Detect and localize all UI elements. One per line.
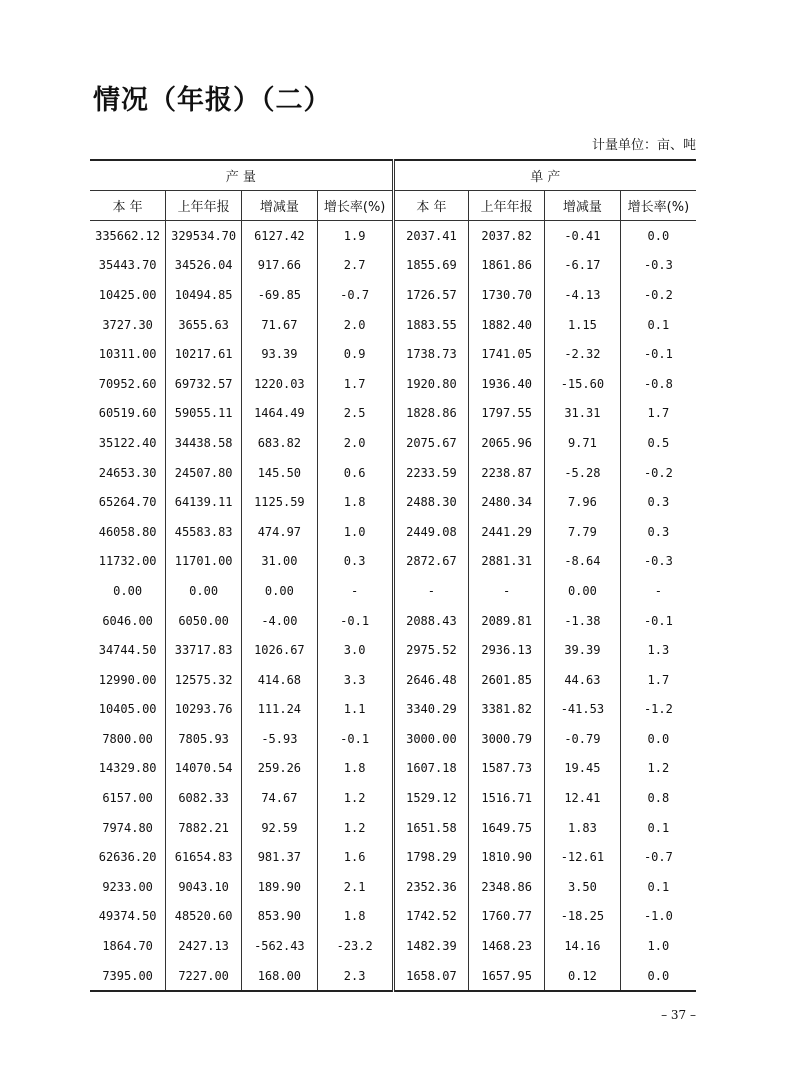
page-number: – 37 – [661, 1008, 696, 1022]
table-cell: 2089.81 [469, 606, 545, 636]
table-cell: 3.3 [317, 665, 393, 695]
table-cell: 49374.50 [98, 909, 157, 924]
table-cell: 145.50 [242, 458, 318, 488]
table-cell: 917.66 [242, 251, 318, 281]
unit-note: 计量单位：亩、吨 [591, 138, 696, 153]
table-cell: 414.68 [242, 665, 318, 695]
group-header-yield: 单 产 [393, 160, 696, 191]
table-cell: 93.39 [242, 339, 318, 369]
table-row [90, 428, 696, 458]
table-row [90, 221, 696, 251]
table-cell: -2.32 [545, 339, 621, 369]
table-cell: 0.1 [620, 813, 696, 843]
table-cell: 0.3 [620, 487, 696, 517]
table-cell: 7882.21 [166, 813, 242, 843]
table-cell: 2075.67 [393, 428, 469, 458]
table-cell: 12990.00 [98, 672, 157, 687]
table-cell: 1464.49 [242, 399, 318, 429]
table-cell: 189.90 [242, 872, 318, 902]
table-cell: 2975.52 [393, 635, 469, 665]
table-cell: -0.41 [545, 221, 621, 251]
table-cell: -0.79 [545, 724, 621, 754]
table-cell: 1.7 [317, 369, 393, 399]
table-row [90, 487, 696, 517]
table-cell: 1.8 [317, 487, 393, 517]
table-cell: 3.50 [545, 872, 621, 902]
table-cell: 74.67 [242, 783, 318, 813]
table-cell: 1657.95 [469, 961, 545, 992]
table-row [90, 251, 696, 281]
table-cell: 6050.00 [166, 606, 242, 636]
table-cell: 2233.59 [393, 458, 469, 488]
table-cell: -1.0 [620, 902, 696, 932]
group-header-row [90, 160, 696, 191]
table-cell: 1726.57 [393, 280, 469, 310]
table-cell: 70952.60 [98, 376, 157, 391]
table-cell: 2.0 [317, 310, 393, 340]
table-row [90, 576, 696, 606]
table-cell: 1742.52 [393, 902, 469, 932]
table-cell: 2441.29 [469, 517, 545, 547]
table-cell: 1855.69 [393, 251, 469, 281]
table-cell: 853.90 [242, 902, 318, 932]
table-cell: 329534.70 [166, 221, 242, 251]
table-cell: 1730.70 [469, 280, 545, 310]
table-cell: 1920.80 [393, 369, 469, 399]
table-cell: 1798.29 [393, 842, 469, 872]
table-cell: 0.3 [620, 517, 696, 547]
table-cell: 2.3 [317, 961, 393, 992]
table-row [90, 783, 696, 813]
table-cell: 0.00 [242, 576, 318, 606]
table-cell: 1.6 [317, 842, 393, 872]
table-row [90, 842, 696, 872]
table-cell: 35122.40 [98, 435, 157, 450]
table-cell: 48520.60 [166, 902, 242, 932]
table-cell: 9.71 [545, 428, 621, 458]
table-cell: 46058.80 [98, 524, 157, 539]
table-cell: 6082.33 [166, 783, 242, 813]
table-cell: 0.0 [620, 724, 696, 754]
table-body [90, 221, 696, 992]
column-header: 上年年报 [469, 191, 545, 221]
table-cell: 9233.00 [102, 879, 153, 894]
table-cell: 12575.32 [166, 665, 242, 695]
statistics-table [90, 159, 696, 992]
table-cell: 92.59 [242, 813, 318, 843]
table-cell: 1651.58 [393, 813, 469, 843]
table-cell: 14070.54 [166, 754, 242, 784]
table-cell: 60519.60 [98, 406, 157, 421]
table-cell: 0.3 [317, 547, 393, 577]
table-cell: 10405.00 [98, 702, 157, 717]
table-cell: 7.79 [545, 517, 621, 547]
table-cell: -23.2 [317, 931, 393, 961]
table-cell: -4.13 [545, 280, 621, 310]
table-cell: 1.2 [317, 813, 393, 843]
table-row [90, 695, 696, 725]
table-cell: 2480.34 [469, 487, 545, 517]
table-cell: -1.2 [620, 695, 696, 725]
table-cell: 65264.70 [98, 495, 157, 510]
table-cell: -8.64 [545, 547, 621, 577]
table-cell: 2.0 [317, 428, 393, 458]
table-cell: 2088.43 [393, 606, 469, 636]
table-cell: 19.45 [545, 754, 621, 784]
table-cell: 14329.80 [98, 761, 157, 776]
table-row [90, 813, 696, 843]
table-cell: 1.2 [620, 754, 696, 784]
table-cell: -0.3 [620, 251, 696, 281]
table-cell: 1.9 [317, 221, 393, 251]
table-cell: 2936.13 [469, 635, 545, 665]
table-row [90, 339, 696, 369]
table-cell: 3727.30 [102, 317, 153, 332]
table-cell: 1.3 [620, 635, 696, 665]
table-cell: 6127.42 [242, 221, 318, 251]
table-cell: 2881.31 [469, 547, 545, 577]
table-cell: 0.00 [166, 576, 242, 606]
table-cell: 64139.11 [166, 487, 242, 517]
table-cell: -5.28 [545, 458, 621, 488]
table-cell: 1587.73 [469, 754, 545, 784]
table-cell: 1936.40 [469, 369, 545, 399]
table-cell: 1.0 [317, 517, 393, 547]
table-cell: -0.2 [620, 280, 696, 310]
table-cell: 474.97 [242, 517, 318, 547]
table-cell: 10217.61 [166, 339, 242, 369]
column-header-row [90, 191, 696, 221]
table-cell: -0.1 [317, 724, 393, 754]
column-header: 增长率(%) [317, 191, 393, 221]
table-cell: 1468.23 [469, 931, 545, 961]
table-cell: 1649.75 [469, 813, 545, 843]
table-cell: 7805.93 [166, 724, 242, 754]
table-cell: 7974.80 [102, 820, 153, 835]
table-cell: 2238.87 [469, 458, 545, 488]
table-cell: 34438.58 [166, 428, 242, 458]
table-cell: 0.00 [545, 576, 621, 606]
table-cell: 1810.90 [469, 842, 545, 872]
table-cell: 31.31 [545, 399, 621, 429]
table-cell: 10311.00 [98, 347, 157, 362]
table-row [90, 902, 696, 932]
table-cell: 1607.18 [393, 754, 469, 784]
table-cell: 1.7 [620, 399, 696, 429]
table-cell: 34744.50 [98, 643, 157, 658]
table-cell: 9043.10 [166, 872, 242, 902]
table-row [90, 665, 696, 695]
table-cell: 0.9 [317, 339, 393, 369]
table-cell: 2427.13 [166, 931, 242, 961]
table-cell: 1516.71 [469, 783, 545, 813]
table-cell: - [393, 576, 469, 606]
table-cell: 10425.00 [98, 287, 157, 302]
table-row [90, 754, 696, 784]
table-cell: -15.60 [545, 369, 621, 399]
column-header: 本 年 [393, 191, 469, 221]
table-cell: -69.85 [242, 280, 318, 310]
table-cell: 0.5 [620, 428, 696, 458]
table-cell: 3000.00 [393, 724, 469, 754]
table-row [90, 606, 696, 636]
table-cell: 12.41 [545, 783, 621, 813]
table-cell: -0.7 [620, 842, 696, 872]
table-cell: 3340.29 [393, 695, 469, 725]
table-cell: -4.00 [242, 606, 318, 636]
table-cell: 3000.79 [469, 724, 545, 754]
table-cell: 1.15 [545, 310, 621, 340]
table-cell: 1882.40 [469, 310, 545, 340]
table-cell: 259.26 [242, 754, 318, 784]
table-cell: 981.37 [242, 842, 318, 872]
table-cell: -0.3 [620, 547, 696, 577]
table-cell: 0.1 [620, 310, 696, 340]
table-cell: 61654.83 [166, 842, 242, 872]
table-row [90, 961, 696, 992]
table-cell: -562.43 [242, 931, 318, 961]
table-cell: 1.8 [317, 754, 393, 784]
table-cell: 35443.70 [98, 258, 157, 273]
column-header: 增减量 [242, 191, 318, 221]
table-cell: -0.2 [620, 458, 696, 488]
table-cell: 1883.55 [393, 310, 469, 340]
table-row [90, 724, 696, 754]
table-cell: 31.00 [242, 547, 318, 577]
column-header: 增减量 [545, 191, 621, 221]
table-cell: 45583.83 [166, 517, 242, 547]
table-cell: 3655.63 [166, 310, 242, 340]
table-cell: 0.1 [620, 872, 696, 902]
table-cell: - [317, 576, 393, 606]
table-cell: 10494.85 [166, 280, 242, 310]
table-cell: 2352.36 [393, 872, 469, 902]
table-cell: 2646.48 [393, 665, 469, 695]
table-cell: -18.25 [545, 902, 621, 932]
table-cell: 1760.77 [469, 902, 545, 932]
table-cell: 2348.86 [469, 872, 545, 902]
table-cell: 1482.39 [393, 931, 469, 961]
table-cell: 59055.11 [166, 399, 242, 429]
table-row [90, 517, 696, 547]
table-cell: 7395.00 [102, 968, 153, 983]
table-cell: 168.00 [242, 961, 318, 992]
table-cell: 6046.00 [102, 613, 153, 628]
column-header: 上年年报 [166, 191, 242, 221]
table-cell: 3381.82 [469, 695, 545, 725]
column-header: 增长率(%) [620, 191, 696, 221]
table-row [90, 458, 696, 488]
table-row [90, 931, 696, 961]
table-cell: 69732.57 [166, 369, 242, 399]
table-cell: 39.39 [545, 635, 621, 665]
table-cell: 11732.00 [98, 554, 157, 569]
table-cell: 1026.67 [242, 635, 318, 665]
table-row [90, 310, 696, 340]
table-cell: -12.61 [545, 842, 621, 872]
table-cell: 6157.00 [102, 791, 153, 806]
table-cell: 1797.55 [469, 399, 545, 429]
table-cell: -0.8 [620, 369, 696, 399]
table-cell: 2488.30 [393, 487, 469, 517]
table-row [90, 369, 696, 399]
table-cell: 2037.41 [393, 221, 469, 251]
table-cell: 0.0 [620, 961, 696, 992]
table-cell: 11701.00 [166, 547, 242, 577]
table-cell: 24507.80 [166, 458, 242, 488]
table-cell: 1861.86 [469, 251, 545, 281]
table-cell: 44.63 [545, 665, 621, 695]
table-cell: 0.0 [620, 221, 696, 251]
group-header-production: 产 量 [90, 160, 393, 191]
table-cell: 3.0 [317, 635, 393, 665]
table-row [90, 399, 696, 429]
table-cell: 1.8 [317, 902, 393, 932]
table-cell: 2.7 [317, 251, 393, 281]
page-title: 情况（年报）（二） [93, 85, 332, 116]
table-cell: 71.67 [242, 310, 318, 340]
table-cell: 7800.00 [102, 731, 153, 746]
table-cell: -1.38 [545, 606, 621, 636]
table-cell: 62636.20 [98, 850, 157, 865]
table-cell: 1741.05 [469, 339, 545, 369]
table-cell: 14.16 [545, 931, 621, 961]
table-cell: 0.00 [113, 583, 143, 598]
table-cell: 1.2 [317, 783, 393, 813]
table-cell: 683.82 [242, 428, 318, 458]
table-cell: -0.1 [620, 606, 696, 636]
table-cell: 1125.59 [242, 487, 318, 517]
table-cell: -0.1 [620, 339, 696, 369]
table-cell: 34526.04 [166, 251, 242, 281]
table-cell: 1.83 [545, 813, 621, 843]
table-cell: 0.12 [545, 961, 621, 992]
table-cell: 2.5 [317, 399, 393, 429]
table-cell: -41.53 [545, 695, 621, 725]
table-cell: 10293.76 [166, 695, 242, 725]
table-cell: 2601.85 [469, 665, 545, 695]
table-cell: 111.24 [242, 695, 318, 725]
table-row [90, 872, 696, 902]
table-cell: 1738.73 [393, 339, 469, 369]
table-cell: 1.0 [620, 931, 696, 961]
column-header: 本 年 [90, 191, 166, 221]
table-row [90, 635, 696, 665]
table-cell: - [469, 576, 545, 606]
table-cell: 24653.30 [98, 465, 157, 480]
table-cell: 7227.00 [166, 961, 242, 992]
table-cell: 1220.03 [242, 369, 318, 399]
table-cell: 335662.12 [95, 228, 161, 243]
table-cell: -0.1 [317, 606, 393, 636]
table-cell: -5.93 [242, 724, 318, 754]
table-cell: 1.7 [620, 665, 696, 695]
table-row [90, 547, 696, 577]
table-cell: 1529.12 [393, 783, 469, 813]
table-cell: 33717.83 [166, 635, 242, 665]
table-cell: 0.6 [317, 458, 393, 488]
table-cell: 1828.86 [393, 399, 469, 429]
table-row [90, 280, 696, 310]
table-cell: 2065.96 [469, 428, 545, 458]
table-cell: 7.96 [545, 487, 621, 517]
table-cell: - [620, 576, 696, 606]
table-cell: 1.1 [317, 695, 393, 725]
table-cell: 0.8 [620, 783, 696, 813]
table-cell: -6.17 [545, 251, 621, 281]
table-cell: 2449.08 [393, 517, 469, 547]
table-cell: -0.7 [317, 280, 393, 310]
table-cell: 1658.07 [393, 961, 469, 992]
table-cell: 1864.70 [102, 939, 153, 954]
table-cell: 2872.67 [393, 547, 469, 577]
table-cell: 2037.82 [469, 221, 545, 251]
table-cell: 2.1 [317, 872, 393, 902]
